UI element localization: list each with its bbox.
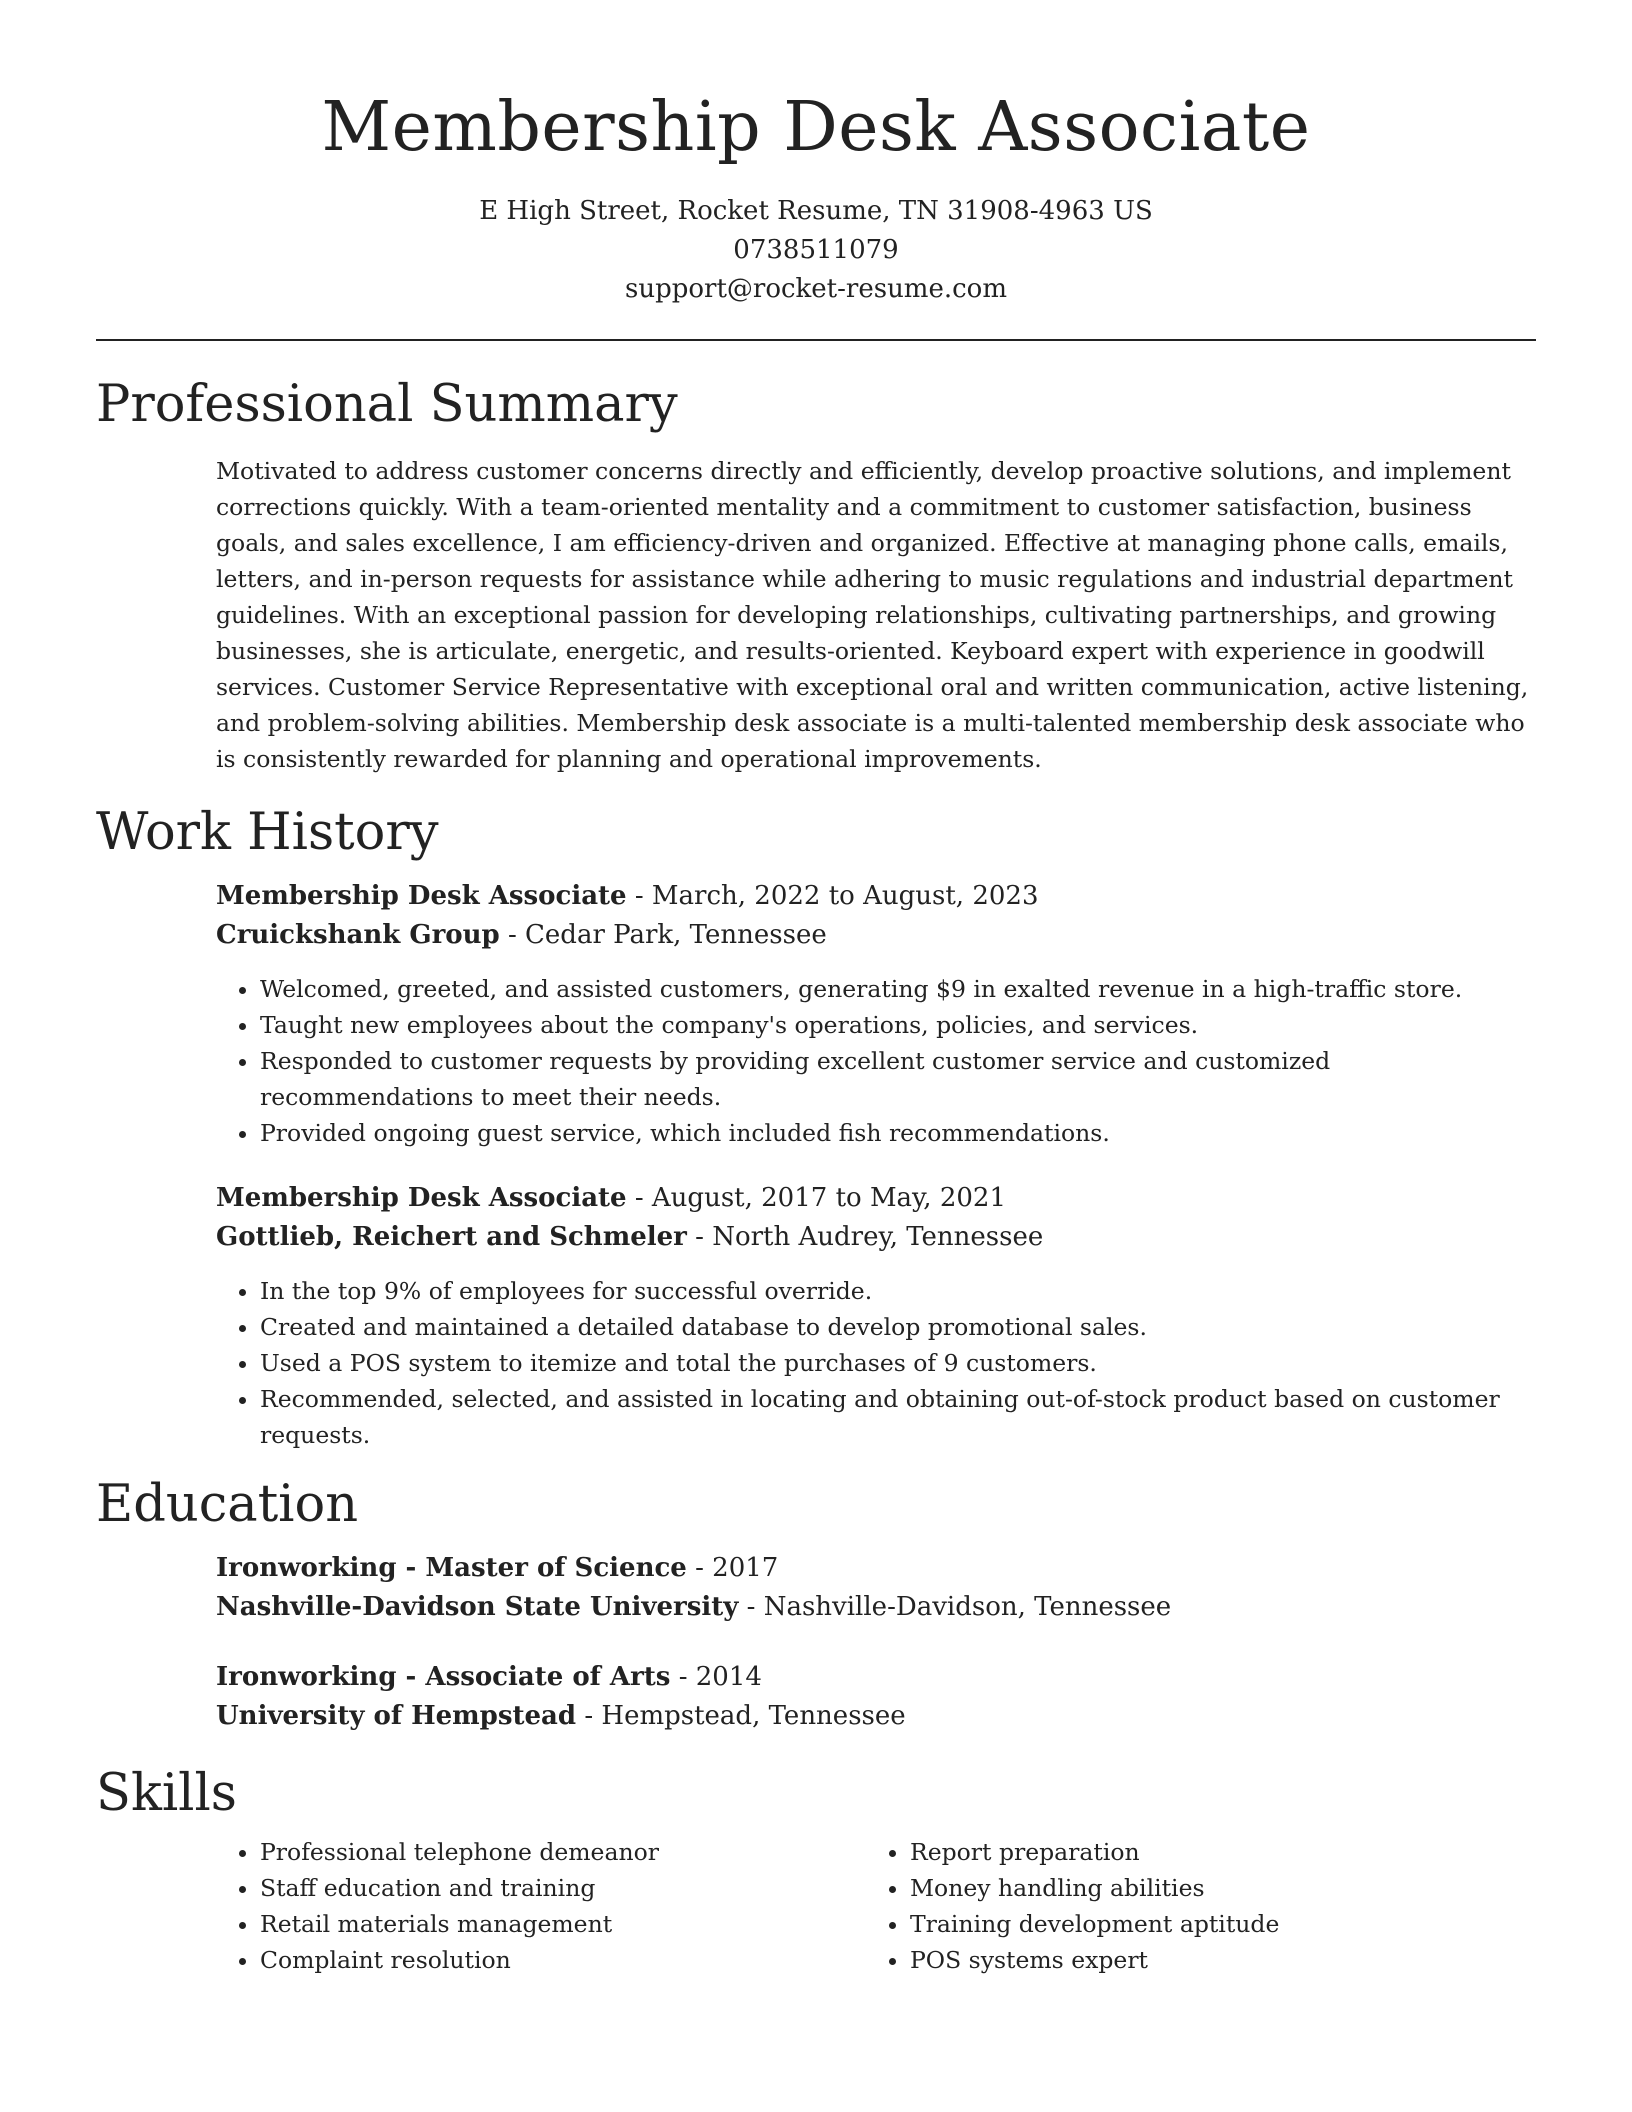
education-degree-line xyxy=(216,1658,1536,1697)
list-item: • Report preparation xyxy=(910,1834,1516,1870)
education-year: - 2014 xyxy=(670,1662,762,1692)
job-dates: - March, 2022 to August, 2023 xyxy=(626,881,1039,911)
work-section xyxy=(96,803,1536,1453)
education-entry xyxy=(216,1549,1536,1627)
summary-section xyxy=(96,375,1536,777)
summary-title: Professional Summary xyxy=(96,375,678,434)
education-section xyxy=(96,1475,1536,1736)
job-bullets xyxy=(216,1273,1536,1453)
education-degree: Ironworking - Master of Science xyxy=(216,1553,687,1583)
header-divider xyxy=(96,339,1536,341)
list-item: • Welcomed, greeted, and assisted customers, generating $9 in exalted revenue in a high-traffic store. xyxy=(260,971,1536,1007)
job-role: Membership Desk Associate xyxy=(216,1183,627,1213)
list-item: • Money handling abilities xyxy=(910,1870,1516,1906)
list-item: • Recommended, selected, and assisted in locating and obtaining out-of-stock product based on customer requests. xyxy=(260,1381,1536,1453)
job-company: Gottlieb, Reichert and Schmeler xyxy=(216,1222,687,1252)
job-role: Membership Desk Associate xyxy=(216,881,627,911)
list-item: • Professional telephone demeanor xyxy=(260,1834,866,1870)
email: support@rocket-resume.com xyxy=(624,274,1007,304)
education-title: Education xyxy=(96,1475,359,1534)
job-dates: - August, 2017 to May, 2021 xyxy=(626,1183,1006,1213)
phone: 0738511079 xyxy=(733,235,899,265)
education-degree: Ironworking - Associate of Arts xyxy=(216,1662,671,1692)
resume-name: Membership Desk Associate xyxy=(321,88,1311,167)
job-title-line xyxy=(216,877,1536,916)
education-school: University of Hempstead xyxy=(216,1701,577,1731)
education-location: - Hempstead, Tennessee xyxy=(576,1701,906,1731)
education-school: Nashville-Davidson State University xyxy=(216,1592,739,1622)
job-company-line xyxy=(216,1218,1536,1257)
education-year: - 2017 xyxy=(686,1553,779,1583)
job-entry xyxy=(216,1179,1536,1453)
education-school-line xyxy=(216,1697,1536,1736)
job-company: Cruickshank Group xyxy=(216,920,500,950)
address: E High Street, Rocket Resume, TN 31908-4963 US xyxy=(479,196,1153,226)
skills-left-column xyxy=(216,1834,866,1978)
job-location: - Cedar Park, Tennessee xyxy=(499,920,827,950)
education-degree-line xyxy=(216,1549,1536,1588)
list-item: • Training development aptitude xyxy=(910,1906,1516,1942)
list-item: • POS systems expert xyxy=(910,1942,1516,1978)
list-item: • Complaint resolution xyxy=(260,1942,866,1978)
contact-block xyxy=(96,192,1536,309)
education-school-line xyxy=(216,1588,1536,1627)
job-bullets xyxy=(216,971,1536,1151)
list-item: • In the top 9% of employees for successful override. xyxy=(260,1273,1536,1309)
skills-right-column xyxy=(866,1834,1516,1978)
work-title: Work History xyxy=(96,803,439,862)
skills-columns xyxy=(216,1834,1536,1978)
job-title-line xyxy=(216,1179,1536,1218)
skills-section xyxy=(96,1764,1536,1978)
list-item: • Taught new employees about the company's operations, policies, and services. xyxy=(260,1007,1536,1043)
job-company-line xyxy=(216,916,1536,955)
list-item: • Responded to customer requests by providing excellent customer service and customized recommendations to meet their needs. xyxy=(260,1043,1536,1115)
education-location: - Nashville-Davidson, Tennessee xyxy=(738,1592,1172,1622)
list-item: • Staff education and training xyxy=(260,1870,866,1906)
summary-text: Motivated to address customer concerns directly and efficiently, develop proactive solutions, and implement corrections quickly. With a team-oriented mentality and a commitment to customer satisfaction, business goals, and sales excellence, I am efficiency-driven and organized. Effective at managing phone calls, emails, letters, and in-person requests for assistance while adhering to music regulations and industrial department guidelines. With an exceptional passion for developing relationships, cultivating partnerships, and growing businesses, she is articulate, energetic, and results-oriented. Keyboard expert with experience in goodwill services. Customer Service Representative with exceptional oral and written communication, active listening, and problem-solving abilities. Membership desk associate is a multi-talented membership desk associate who is consistently rewarded for planning and operational improvements. xyxy=(216,457,1529,773)
list-item: • Provided ongoing guest service, which included fish recommendations. xyxy=(260,1115,1536,1151)
job-entry xyxy=(216,877,1536,1151)
skills-title: Skills xyxy=(96,1764,237,1823)
job-location: - North Audrey, Tennessee xyxy=(686,1222,1044,1252)
list-item: • Created and maintained a detailed database to develop promotional sales. xyxy=(260,1309,1536,1345)
education-entry xyxy=(216,1658,1536,1736)
list-item: • Retail materials management xyxy=(260,1906,866,1942)
resume-header xyxy=(96,0,1536,309)
list-item: • Used a POS system to itemize and total the purchases of 9 customers. xyxy=(260,1345,1536,1381)
